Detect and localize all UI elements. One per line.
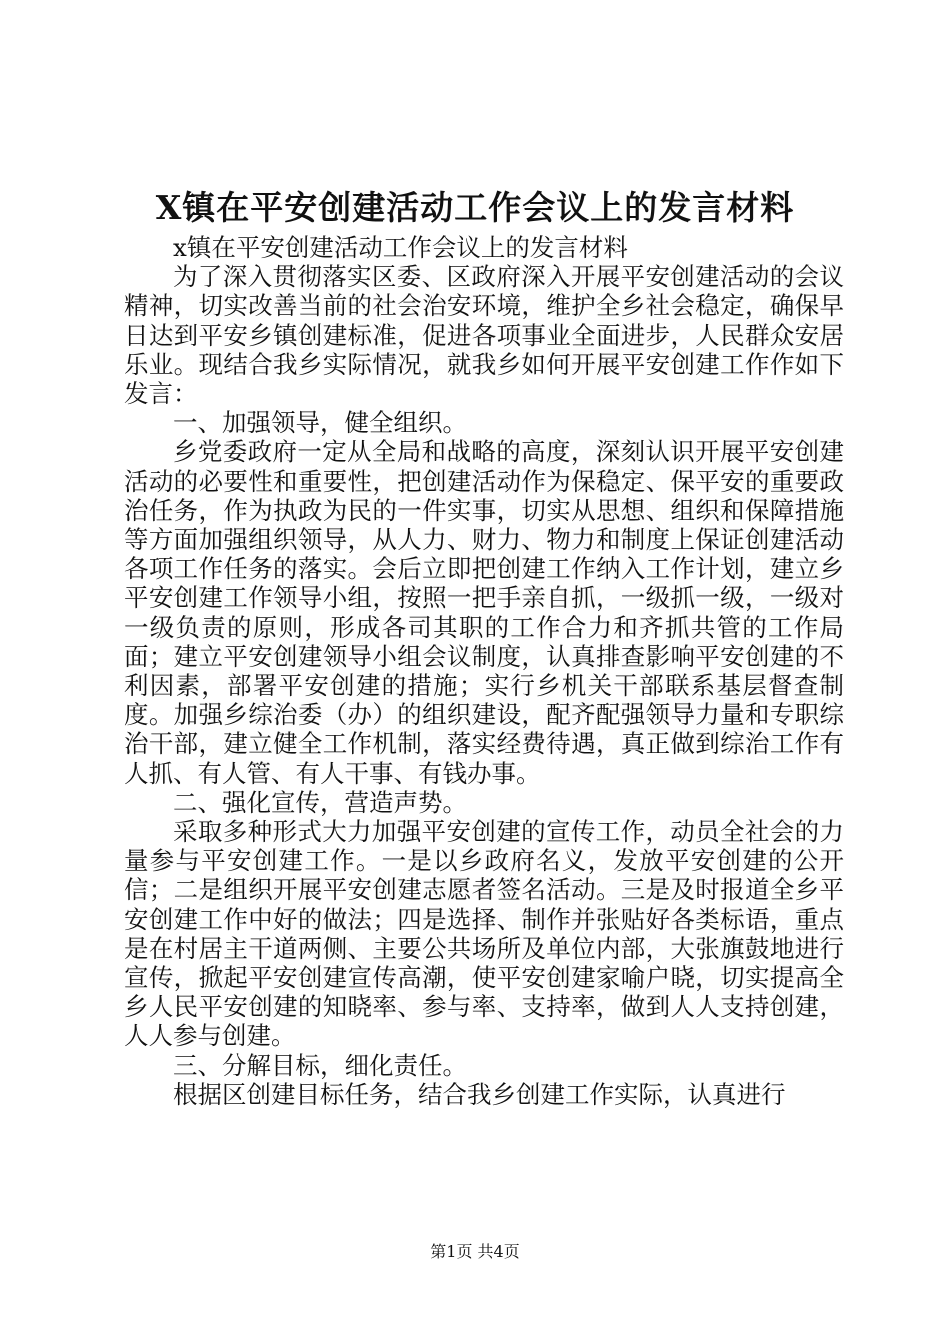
section-paragraph-2: 采取多种形式大力加强平安创建的宣传工作，动员全社会的力量参与平安创建工作。一是以乡政府名义，发放平安创建的公开信；二是组织开展平安创建志愿者签名活动。三是及时报道全乡平安创建工作中好的做法；四是选择、制作并张贴好各类标语，重点是在村居主干道两侧、主要公共场所及单位内部，大张旗鼓地进行宣传，掀起平安创建宣传高潮，使平安创建家喻户晓，切实提高全乡人民平安创建的知晓率、参与率、支持率，做到人人支持创建，人人参与创建。 — [124, 817, 844, 1051]
intro-paragraph: 为了深入贯彻落实区委、区政府深入开展平安创建活动的会议精神，切实改善当前的社会治安环境，维护全乡社会稳定，确保早日达到平安乡镇创建标准，促进各项事业全面进步，人民群众安居乐业。现结合我乡实际情况，就我乡如何开展平安创建工作作如下发言： — [124, 262, 844, 409]
subtitle-paragraph: x镇在平安创建活动工作会议上的发言材料 — [173, 233, 628, 262]
section-heading-3: 三、分解目标，细化责任。 — [173, 1050, 467, 1080]
section-paragraph-1: 乡党委政府一定从全局和战略的高度，深刻认识开展平安创建活动的必要性和重要性，把创建活动作为保稳定、保平安的重要政治任务，作为执政为民的一件实事，切实从思想、组织和保障措施等方面加强组织领导，从人力、财力、物力和制度上保证创建活动各项工作任务的落实。会后立即把创建工作纳入工作计划，建立乡平安创建工作领导小组，按照一把手亲自抓，一级抓一级，一级对一级负责的原则，形成各司其职的工作合力和齐抓共管的工作局面；建立平安创建领导小组会议制度，认真排查影响平安创建的不利因素，部署平安创建的措施；实行乡机关干部联系基层督查制度。加强乡综治委（办）的组织建设，配齐配强领导力量和专职综治干部，建立健全工作机制，落实经费待遇，真正做到综治工作有人抓、有人管、有人干事、有钱办事。 — [124, 437, 844, 788]
document-body — [124, 233, 844, 1109]
page-footer: 第1页 共4页 — [430, 1242, 520, 1261]
section-paragraph-3: 根据区创建目标任务，结合我乡创建工作实际，认真进行 — [173, 1079, 786, 1109]
section-heading-1: 一、加强领导，健全组织。 — [173, 408, 467, 438]
document-title: X镇在平安创建活动工作会议上的发言材料 — [155, 188, 795, 227]
section-heading-2: 二、强化宣传，营造声势。 — [173, 787, 467, 817]
